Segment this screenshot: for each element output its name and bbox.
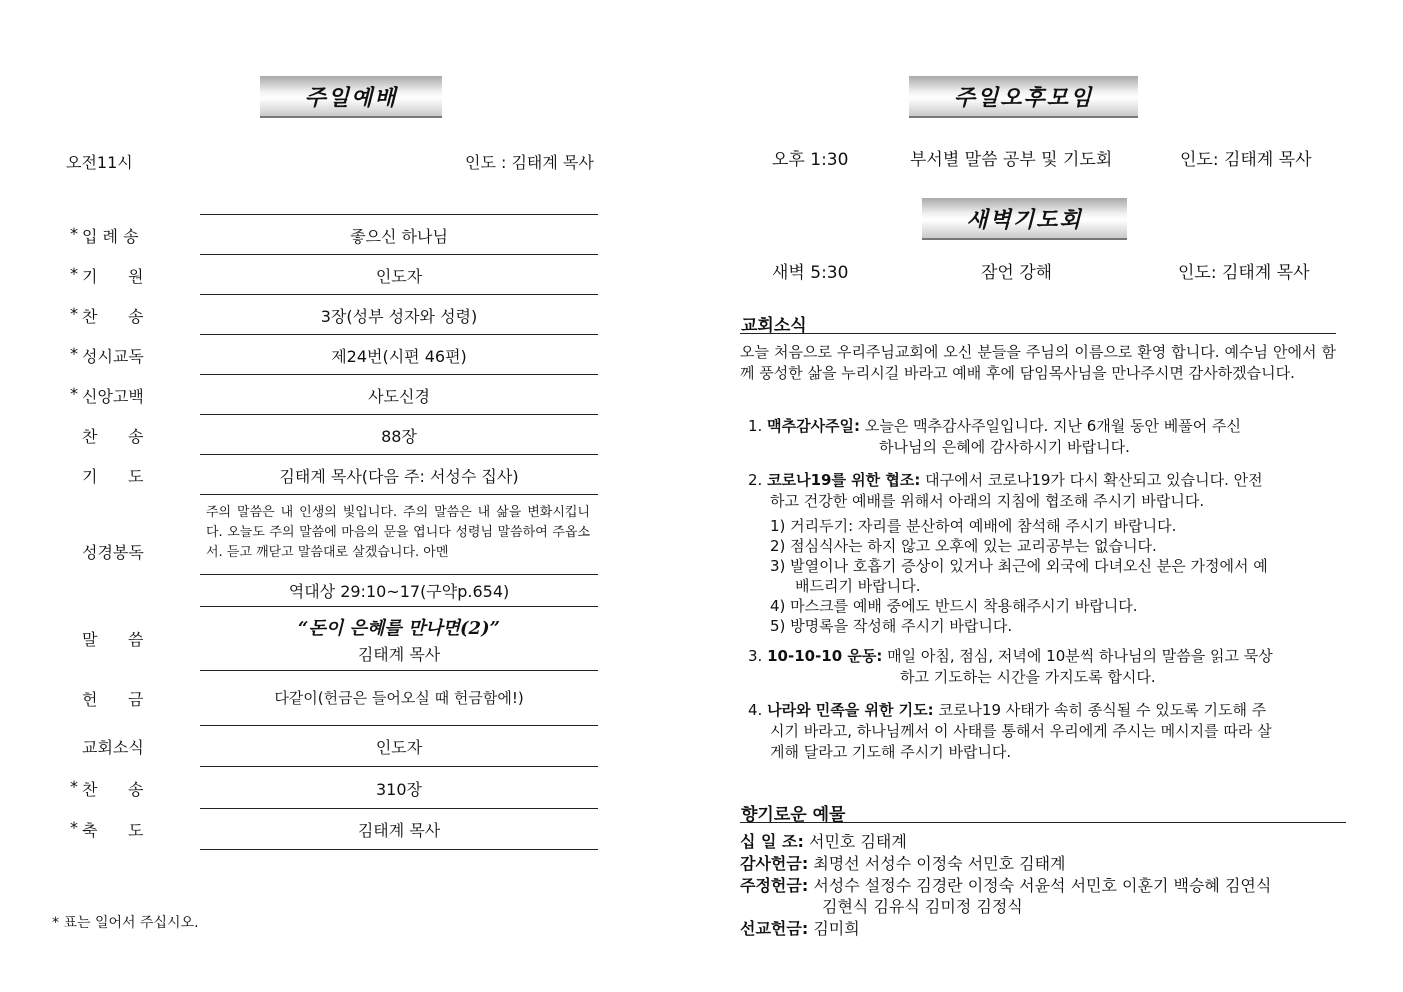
offering-names: 최명선 서성수 이정숙 서민호 김태계 — [813, 854, 1066, 873]
item-text: 오늘은 맥추감사주일입니다. 지난 6개월 동안 베풀어 주신 — [864, 417, 1242, 435]
afternoon-time: 오후 1:30 — [772, 150, 849, 170]
order-label: 기 도 — [82, 467, 144, 486]
item-number: 4. — [748, 701, 763, 719]
order-label: 헌 금 — [82, 690, 144, 709]
sermon-preacher: 김태계 목사 — [357, 645, 441, 664]
order-value: 88장 — [381, 427, 417, 446]
offering-row — [740, 831, 907, 853]
news-item — [748, 700, 1336, 763]
order-label: 성시교독 — [82, 347, 144, 366]
item-number: 2. — [748, 471, 763, 489]
order-value: 인도자 — [375, 738, 423, 757]
stand-mark: * — [70, 264, 78, 283]
item-text-cont: 시기 바라고, 하나님께서 이 사태를 통해서 우리에게 주시는 메시지를 따라 살 — [770, 722, 1272, 740]
order-value: 다같이(헌금은 들어오실 때 헌금함에!) — [274, 689, 524, 707]
item-heading: 10-10-10 운동: — [767, 647, 883, 665]
afternoon-desc: 부서별 말씀 공부 및 기도회 — [910, 150, 1113, 170]
offering-names: 김미희 — [813, 919, 860, 938]
item-number: 1. — [748, 417, 763, 435]
order-value: 3장(성부 성자와 성령) — [320, 307, 478, 326]
order-label: 입 례 송 — [82, 227, 139, 246]
guideline: 5) 방명록을 작성해 주시기 바랍니다. — [770, 617, 1013, 635]
offering-label: 감사헌금: — [740, 854, 809, 873]
offering-names-cont: 김현식 김유식 김미정 김정식 — [822, 897, 1023, 916]
item-text: 매일 아침, 점심, 저녁에 10분씩 하나님의 말씀을 읽고 묵상 — [887, 647, 1273, 665]
stand-mark: * — [70, 777, 78, 796]
reading-prayer: 주의 말씀은 내 인생의 빛입니다. 주의 말씀은 내 삶을 변화시킵니다. 오늘도 주의 말씀에 마음의 문을 엽니다 성령님 말씀하여 주옵소서. 듣고 깨닫고 말씀대로 살겠습니다. 아멘 — [206, 505, 590, 560]
stand-mark — [60, 687, 82, 710]
order-value: 좋으신 하나님 — [350, 227, 448, 246]
offering-label: 선교헌금: — [740, 919, 809, 938]
order-label: 축 도 — [82, 821, 144, 840]
sermon-title: “돈이 은혜를 만나면(2)” — [298, 618, 500, 639]
stand-mark — [60, 464, 82, 487]
guideline: 1) 거리두기: 자리를 분산하여 예배에 참석해 주시기 바랍니다. — [770, 517, 1177, 535]
afternoon-banner — [909, 76, 1138, 118]
dawn-leader: 인도: 김태계 목사 — [1178, 263, 1310, 283]
offering-row — [740, 918, 860, 940]
dawn-banner-title: 새벽기도회 — [966, 206, 1083, 233]
offering-names: 서민호 김태계 — [809, 832, 907, 851]
order-label: 말 씀 — [82, 630, 144, 649]
worship-leader: 인도 : 김태계 목사 — [465, 153, 594, 172]
order-value: 사도신경 — [368, 387, 430, 406]
worship-time: 오전11시 — [66, 153, 133, 172]
order-value: 제24번(시편 46편) — [331, 347, 467, 366]
guideline: 배드리기 바랍니다. — [795, 577, 921, 595]
stand-mark: * — [70, 818, 78, 837]
offering-label: 십 일 조: — [740, 832, 804, 851]
afternoon-leader: 인도: 김태계 목사 — [1180, 150, 1312, 170]
guideline-list — [770, 516, 1336, 636]
item-text: 코로나19 사태가 속히 종식될 수 있도록 기도해 주 — [938, 701, 1267, 719]
order-label: 성경봉독 — [82, 543, 144, 562]
news-item — [748, 646, 1336, 688]
guideline: 4) 마스크를 예배 중에도 반드시 착용해주시기 바랍니다. — [770, 597, 1138, 615]
item-text-cont: 게해 달라고 기도해 주시기 바랍니다. — [770, 743, 1012, 761]
stand-mark — [60, 735, 82, 758]
dawn-banner — [922, 198, 1127, 240]
stand-mark: * — [70, 344, 78, 363]
footnote: * 표는 일어서 주십시오. — [52, 915, 199, 931]
dawn-desc: 잠언 강해 — [981, 263, 1053, 283]
guideline: 3) 발열이나 호흡기 증상이 있거나 최근에 외국에 다녀오신 분은 가정에서 예 — [770, 557, 1268, 575]
order-label: 찬 송 — [82, 307, 144, 326]
item-number: 3. — [748, 647, 763, 665]
order-value: 310장 — [376, 780, 422, 799]
item-text-cont: 하나님의 은혜에 감사하시기 바랍니다. — [879, 438, 1130, 456]
offering-names: 서성수 설정수 김경란 이정숙 서윤석 서민호 이훈기 백승혜 김연식 — [813, 876, 1272, 895]
guideline: 2) 점심식사는 하지 않고 오후에 있는 교리공부는 없습니다. — [770, 537, 1157, 555]
order-value: 김태계 목사(다음 주: 서성수 집사) — [279, 467, 519, 486]
order-value: 인도자 — [375, 267, 423, 286]
item-text: 대구에서 코로나19가 다시 확산되고 있습니다. 안전 — [925, 471, 1263, 489]
news-item — [748, 416, 1336, 458]
order-label: 신앙고백 — [82, 387, 144, 406]
news-title: 교회소식 — [741, 316, 807, 336]
reading-passage: 역대상 29:10~17(구약p.654) — [288, 582, 510, 601]
item-text-cont: 하고 건강한 예배를 위해서 아래의 지침에 협조해 주시기 바랍니다. — [770, 492, 1205, 510]
offering-row — [740, 853, 1066, 875]
worship-banner — [260, 76, 442, 118]
stand-mark: * — [70, 384, 78, 403]
order-label: 찬 송 — [82, 427, 144, 446]
item-heading: 코로나19를 위한 협조: — [767, 471, 921, 489]
stand-mark: * — [70, 304, 78, 323]
stand-mark: * — [70, 224, 78, 243]
offering-row — [740, 875, 1271, 897]
welcome-text: 오늘 처음으로 우리주님교회에 오신 분들을 주님의 이름으로 환영 합니다. 예수님 안에서 함께 풍성한 삶을 누리시길 바라고 예배 후에 담임목사님을 만나주시면 감사하겠습니다. — [740, 343, 1336, 382]
order-label: 교회소식 — [82, 738, 144, 757]
dawn-time: 새벽 5:30 — [772, 263, 849, 283]
worship-banner-title: 주일예배 — [304, 84, 398, 111]
stand-mark — [60, 424, 82, 447]
order-label: 찬 송 — [82, 780, 144, 799]
offering-label: 주정헌금: — [740, 876, 809, 895]
item-text-cont: 하고 기도하는 시간을 가지도록 합시다. — [900, 668, 1156, 686]
afternoon-banner-title: 주일오후모임 — [953, 84, 1094, 111]
offering-title: 향기로운 예물 — [741, 805, 846, 825]
order-value: 김태계 목사 — [357, 821, 441, 840]
news-item — [748, 470, 1336, 512]
item-heading: 나라와 민족을 위한 기도: — [767, 701, 934, 719]
order-label: 기 원 — [82, 267, 144, 286]
item-heading: 맥추감사주일: — [767, 417, 861, 435]
